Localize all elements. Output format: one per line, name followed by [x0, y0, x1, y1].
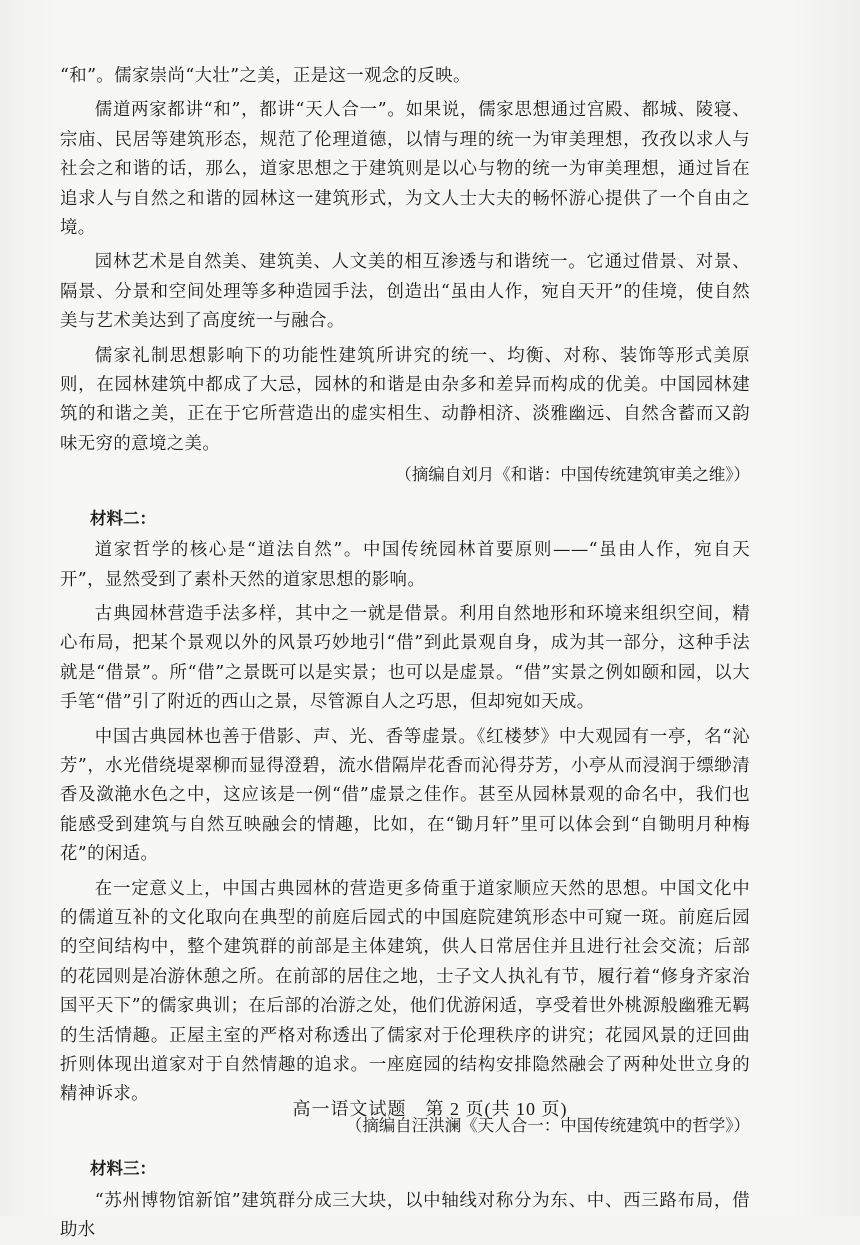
paragraph: 儒家礼制思想影响下的功能性建筑所讲究的统一、均衡、对称、装饰等形式美原则，在园林建筑中都成了大忌，园林的和谐是由杂多和差异而构成的优美。中国园林建筑的和谐之美，正在于它所营造出的虚实相生、动静相济、淡雅幽远、自然含蓄而又韵味无穷的意境之美。 [60, 345, 750, 454]
paragraph-continuation: “和”。儒家崇尚“大壮”之美，正是这一观念的反映。 [60, 66, 471, 86]
page-footer: 高一语文试题 第 2 页(共 10 页) [292, 1099, 568, 1119]
paragraph: “苏州博物馆新馆”建筑群分成三大块，以中轴线对称分为东、中、西三路布局，借助水 [60, 1190, 750, 1241]
source-citation-1: （摘编自刘月《和谐：中国传统建筑审美之维》） [395, 466, 750, 485]
paragraph: 在一定意义上，中国古典园林的营造更多倚重于道家顺应天然的思想。中国文化中的儒道互补的文化取向在典型的前庭后园式的中国庭院建筑形态中可窥一斑。前庭后园的空间结构中，整个建筑群的前部是主体建筑，供人日常居住并且进行社会交流；后部的花园则是冶游休憩之所。在前部的居住之地，士子文人执礼有节，履行着“修身齐家治国平天下”的儒家典训；在后部的冶游之处，他们优游闲适，享受着世外桃源般幽雅无羁的生活情趣。正屋主室的严格对称透出了儒家对于伦理秩序的讲究；花园风景的迂回曲折则体现出道家对于自然情趣的追求。一座庭园的结构安排隐然融会了两种处世立身的精神诉求。 [60, 878, 750, 1105]
paragraph: 园林艺术是自然美、建筑美、人文美的相互渗透与和谐统一。它通过借景、对景、隔景、分景和空间处理等多种造园手法，创造出“虽由人作，宛自天开”的佳境，使自然美与艺术美达到了高度统一与融合。 [60, 252, 750, 332]
paragraph: 儒道两家都讲“和”，都讲“天人合一”。如果说，儒家思想通过宫殿、都城、陵寝、宗庙、民居等建筑形态，规范了伦理道德，以情与理的统一为审美理想，孜孜以求人与社会之和谐的话，那么，道家思想之于建筑则是以心与物的统一为审美理想，通过旨在追求人与自然之和谐的园林这一建筑形式，为文人士大夫的畅怀游心提供了一个自由之境。 [60, 100, 750, 239]
material-2-heading: 材料二： [90, 509, 156, 528]
page-body [60, 62, 750, 1245]
material-3-heading: 材料三： [90, 1160, 156, 1179]
source-citation-2: （摘编自汪洪澜《天人合一：中国传统建筑中的哲学》） [345, 1116, 750, 1135]
paragraph: 道家哲学的核心是“道法自然”。中国传统园林首要原则——“虽由人作，宛自天开”，显然受到了素朴天然的道家思想的影响。 [60, 540, 750, 590]
paragraph: 古典园林营造手法多样，其中之一就是借景。利用自然地形和环境来组织空间，精心布局，把某个景观以外的风景巧妙地引“借”到此景观自身，成为其一部分，这种手法就是“借景”。所“借”之景既可以是实景；也可以是虚景。“借”实景之例如颐和园，以大手笔“借”引了附近的西山之景，尽管源自人之巧思，但却宛如天成。 [60, 603, 750, 713]
paragraph: 中国古典园林也善于借影、声、光、香等虚景。《红楼梦》中大观园有一亭，名“沁芳”，水光借绕堤翠柳而显得澄碧，流水借隔岸花香而沁得芬芳，小亭从而浸润于缥缈清香及潋滟水色之中，这应该是一例“借”虚景之佳作。甚至从园林景观的命名中，我们也能感受到建筑与自然互映融会的情趣，比如，在“锄月轩”里可以体会到“自锄明月种梅花”的闲适。 [60, 726, 750, 865]
